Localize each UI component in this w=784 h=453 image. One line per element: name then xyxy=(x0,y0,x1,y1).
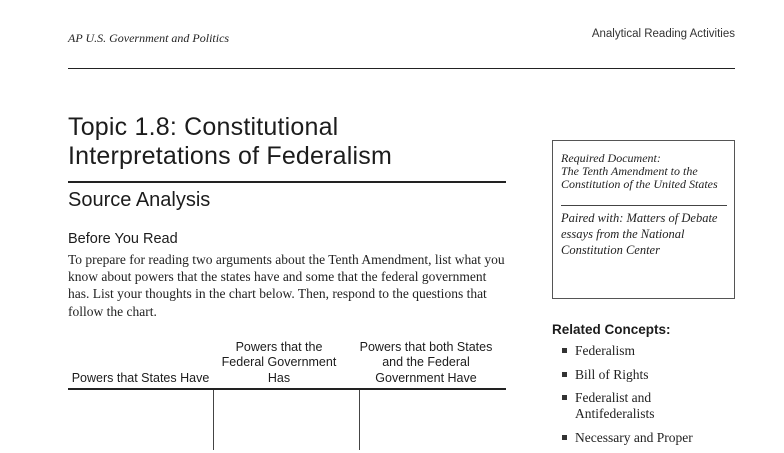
related-concepts-list xyxy=(560,343,760,453)
before-you-read-heading: Before You Read xyxy=(68,231,178,247)
concept-label: Bill of Rights xyxy=(575,366,649,382)
chart-header-rule xyxy=(68,388,506,390)
paired-text: Matters of Debate essays from the National Constitution Center xyxy=(561,211,718,257)
course-title: AP U.S. Government and Politics xyxy=(68,31,230,45)
topic-title: Topic 1.8: Constitutional Interpretations of Federalism xyxy=(68,113,393,170)
chart-column-divider xyxy=(213,390,214,450)
title-divider xyxy=(68,181,506,183)
concept-label: Necessary and Proper xyxy=(575,429,693,445)
list-item xyxy=(560,430,760,446)
source-analysis-heading: Source Analysis xyxy=(68,189,211,211)
bullet-icon xyxy=(562,348,567,353)
list-item xyxy=(560,367,760,383)
instructions-paragraph: To prepare for reading two arguments about the Tenth Amendment, list what you know about powers that the states have and some that the federal government has. List your thoughts in the chart below. Then, respond to the questions that follow the chart. xyxy=(68,252,505,319)
column-header-states: Powers that States Have xyxy=(71,370,210,385)
related-concepts-heading: Related Concepts: xyxy=(552,322,671,337)
header-divider xyxy=(68,68,735,69)
bullet-icon xyxy=(562,372,567,377)
paired-label: Paired with: xyxy=(561,211,624,225)
required-document-title: The Tenth Amendment to the Constitution of the United States xyxy=(561,164,718,191)
list-item xyxy=(560,390,760,422)
chart-column-divider xyxy=(359,390,360,450)
column-header-federal: Powers that the Federal Government Has xyxy=(221,339,337,385)
column-header-both: Powers that both States and the Federal Government Have xyxy=(359,339,493,385)
concept-label: Federalism xyxy=(575,343,635,358)
required-document-text xyxy=(561,152,731,191)
concept-label: Federalist and Antifederalists xyxy=(575,390,655,421)
bullet-icon xyxy=(562,435,567,440)
paired-document-text xyxy=(561,210,733,258)
required-document-label: Required Document: xyxy=(561,151,661,165)
list-item xyxy=(560,343,760,359)
section-label: Analytical Reading Activities xyxy=(591,28,735,40)
bullet-icon xyxy=(562,395,567,400)
required-document-divider xyxy=(561,205,727,206)
